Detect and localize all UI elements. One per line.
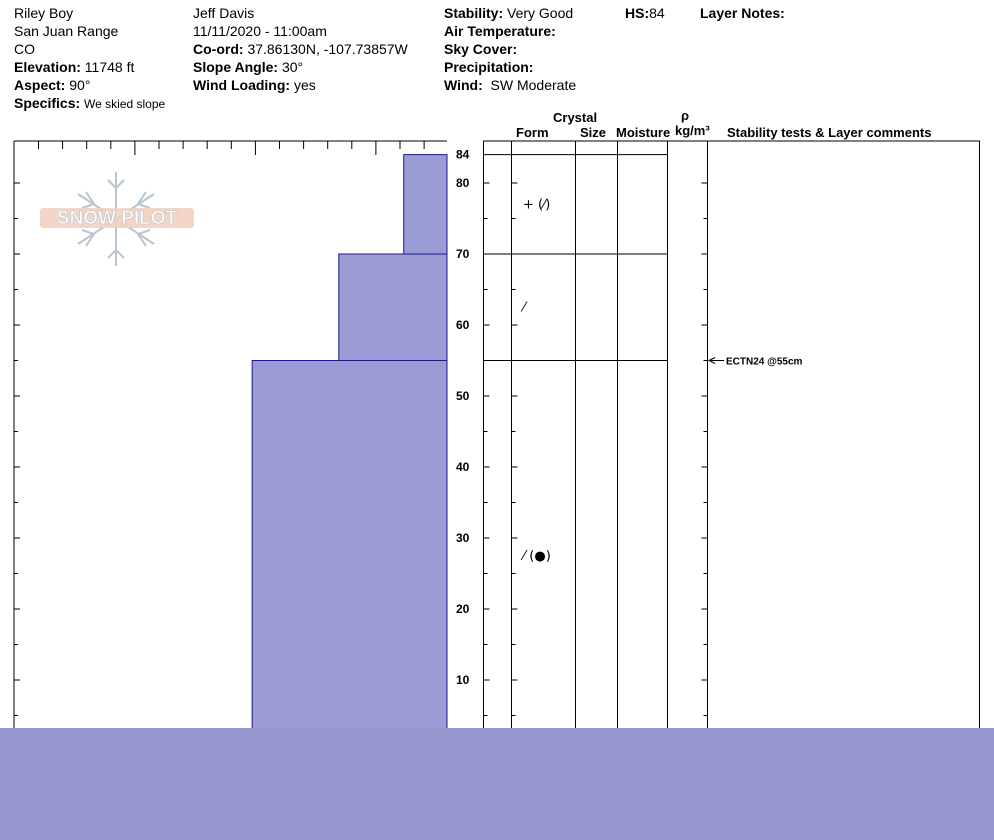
height-label: 30 — [456, 531, 470, 545]
layer-table-frame — [484, 141, 980, 760]
height-label: 80 — [456, 176, 470, 190]
specifics-label: Specifics: — [14, 95, 81, 111]
specifics-value: We skied slope — [84, 97, 166, 111]
aspect-value: 90° — [69, 77, 91, 93]
form-heading: Form — [516, 125, 549, 140]
bottom-band — [0, 728, 994, 840]
elevation-value: 11748 ft — [84, 59, 135, 75]
hs-label: HS: — [625, 5, 650, 21]
chart-frames — [14, 141, 980, 760]
height-labels — [456, 148, 470, 687]
hardness-layer-2 — [252, 361, 447, 752]
height-label: 60 — [456, 318, 470, 332]
crystal-form-1: ⁄ — [523, 300, 526, 316]
height-label: 10 — [456, 673, 470, 687]
density-unit: kg/m³ — [675, 123, 710, 138]
observer-name: Jeff Davis — [193, 5, 255, 21]
wind-loading-value: yes — [293, 77, 316, 93]
height-label: 50 — [456, 389, 470, 403]
coord-label: Co-ord: — [193, 41, 244, 57]
slope-label: Slope Angle: — [193, 59, 279, 75]
coord-value: 37.86130N, -107.73857W — [247, 41, 408, 57]
density-symbol: ρ — [681, 108, 690, 123]
wind-label: Wind: — [444, 77, 483, 93]
crystal-forms — [520, 197, 551, 563]
stability-label: Stability: — [444, 5, 504, 21]
sky-cover-label: Sky Cover: — [444, 41, 518, 57]
hardness-layers — [252, 155, 447, 751]
state-name: CO — [14, 41, 35, 57]
slope-value: 30° — [281, 59, 304, 75]
wind-loading-label: Wind Loading: — [193, 77, 291, 93]
observation-datetime: 11/11/2020 - 11:00am — [193, 23, 327, 39]
height-label: 20 — [456, 602, 470, 616]
precip-label: Precipitation: — [444, 59, 534, 75]
elevation-label: Elevation: — [14, 59, 81, 75]
height-label: 40 — [456, 460, 470, 474]
location-name: Riley Boy — [14, 5, 74, 21]
crystal-form-0: + (⁄) — [523, 197, 551, 213]
air-temp-label: Air Temperature: — [444, 23, 556, 39]
aspect-label: Aspect: — [14, 77, 66, 93]
stability-value: Very Good — [507, 5, 574, 21]
wind-value: SW Moderate — [490, 77, 577, 93]
layer-notes-label: Layer Notes: — [700, 5, 785, 21]
height-label-top: 84 — [456, 147, 470, 162]
size-heading: Size — [580, 125, 607, 140]
hs-value: 84 — [649, 5, 665, 21]
hardness-layer-0 — [404, 155, 447, 254]
stability-test-label: ECTN24 @55cm — [726, 356, 803, 368]
crystal-heading: Crystal — [553, 110, 598, 125]
crystal-form-2: ⁄ (●) — [523, 548, 551, 564]
stability-tests — [709, 357, 803, 368]
comments-heading: Stability tests & Layer comments — [727, 125, 932, 140]
hardness-layer-1 — [339, 254, 447, 361]
moisture-heading: Moisture — [616, 125, 671, 140]
range-name: San Juan Range — [14, 23, 119, 39]
logo-text: SNOW PILOT — [56, 208, 178, 229]
height-label: 70 — [456, 247, 470, 261]
